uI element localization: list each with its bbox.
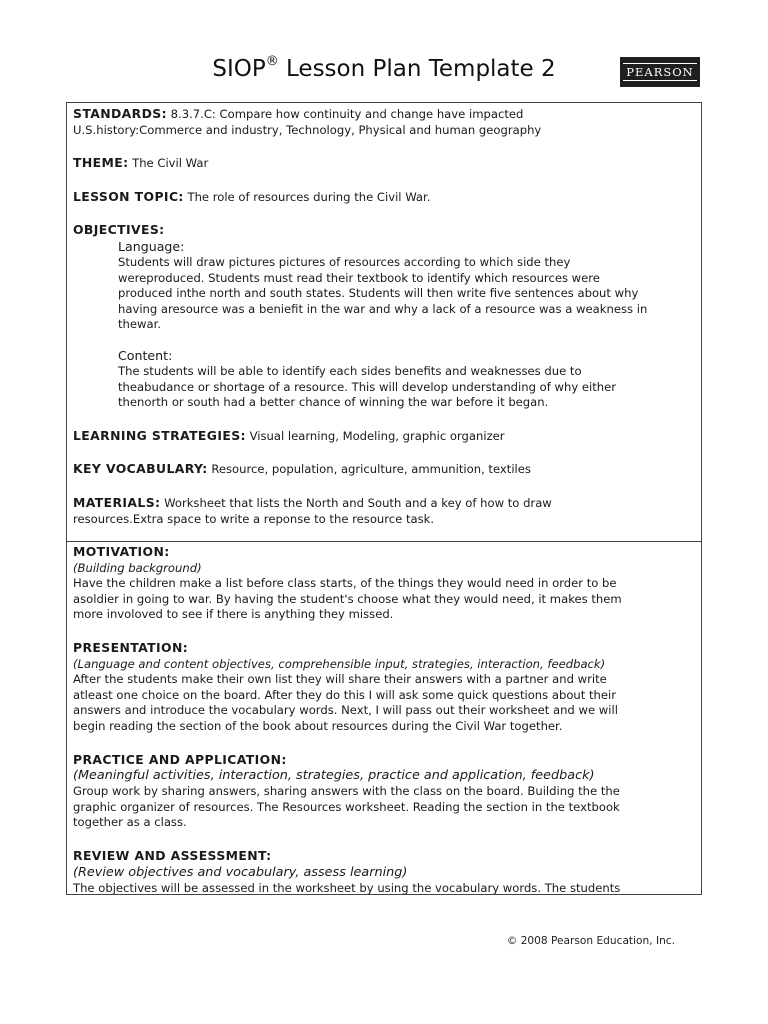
lesson-sequence-box	[66, 541, 702, 895]
motivation-section	[73, 544, 695, 561]
learning-strategies-section	[73, 428, 695, 445]
presentation-line: begin reading the section of the book about resources during the Civil War together.	[73, 718, 563, 733]
lesson-topic-section	[73, 189, 695, 206]
objectives-content	[73, 348, 695, 411]
lesson-topic-label: LESSON TOPIC:	[73, 188, 184, 204]
content-line: thenorth or south had a better chance of winning the war before it began.	[118, 395, 549, 410]
motivation-subtitle: (Building background)	[73, 560, 202, 575]
presentation-line: answers and introduce the vocabulary words. Next, I will pass out their worksheet and we will	[73, 703, 618, 718]
lesson-topic-text: The role of resources during the Civil War.	[183, 189, 431, 204]
review-subtitle: (Review objectives and vocabulary, assess learning)	[73, 864, 408, 880]
review-section	[73, 848, 695, 865]
learning-strategies-label: LEARNING STRATEGIES:	[73, 427, 246, 443]
language-line: wereproduced. Students must read their textbook to identify which resources were	[118, 270, 600, 285]
review-line: The objectives will be assessed in the worksheet by using the vocabulary words. The students	[73, 880, 621, 895]
standards-section	[73, 106, 695, 138]
key-vocabulary-label: KEY VOCABULARY:	[73, 461, 208, 477]
materials-section	[73, 495, 695, 527]
motivation-label: MOTIVATION:	[73, 544, 170, 559]
practice-line: together as a class.	[73, 815, 187, 830]
motivation-line: more involoved to see if there is anything they missed.	[73, 607, 394, 622]
review-label: REVIEW AND ASSESSMENT:	[73, 847, 272, 863]
language-line: thewar.	[118, 317, 162, 332]
presentation-label: PRESENTATION:	[73, 639, 189, 655]
lesson-overview-box	[66, 102, 702, 542]
language-line: having aresource was a beniefit in the war and why a lack of a resource was a weakness in	[118, 301, 648, 316]
theme-text: The Civil War	[128, 156, 209, 171]
presentation-line: atleast one choice on the board. After they do this I will ask some quick questions about their	[73, 687, 617, 702]
standards-label: STANDARDS:	[73, 106, 167, 121]
title-siop: SIOP	[212, 56, 266, 82]
objectives-language	[73, 239, 695, 333]
presentation-section	[73, 640, 695, 657]
title-rest: Lesson Plan Template 2	[278, 56, 556, 82]
materials-label: MATERIALS:	[73, 494, 161, 510]
theme-label: THEME:	[73, 155, 129, 171]
practice-line: Group work by sharing answers, sharing answers with the class on the board. Building the the	[73, 784, 620, 799]
content-line: theabudance or shortage of a resource. This will develop understanding of why either	[118, 379, 617, 394]
pearson-logo	[620, 57, 700, 87]
practice-subtitle: (Meaningful activities, interaction, strategies, practice and application, feedback)	[73, 768, 595, 784]
motivation-line: asoldier in going to war. By having the student's choose what they would need, it makes them	[73, 591, 622, 606]
key-vocabulary-text: Resource, population, agriculture, ammunition, textiles	[207, 462, 531, 477]
presentation-subtitle: (Language and content objectives, comprehensible input, strategies, interaction, feedback)	[73, 656, 606, 671]
materials-text-line1: Worksheet that lists the North and South and a key of how to draw	[160, 495, 552, 510]
standards-text-line1: 8.3.7.C: Compare how continuity and change have impacted	[166, 107, 524, 121]
key-vocabulary-section	[73, 461, 695, 478]
content-label: Content:	[118, 347, 173, 363]
standards-text-line2: U.S.history:Commerce and industry, Technology, Physical and human geography	[73, 122, 542, 137]
learning-strategies-text: Visual learning, Modeling, graphic organizer	[245, 428, 505, 443]
language-line: produced inthe north and south states. Students will then write five sentences about why	[118, 286, 639, 301]
presentation-line: After the students make their own list they will share their answers with a partner and write	[73, 672, 607, 687]
practice-line: graphic organizer of resources. The Resources worksheet. Reading the section in the textbook	[73, 799, 620, 814]
content-line: The students will be able to identify each sides benefits and weaknesses due to	[118, 363, 582, 378]
copyright-footer: © 2008 Pearson Education, Inc.	[506, 935, 675, 947]
language-label: Language:	[118, 238, 185, 254]
practice-section	[73, 752, 695, 769]
pearson-logo-text: PEARSON	[623, 63, 696, 81]
theme-section	[73, 155, 695, 172]
objectives-label: OBJECTIVES:	[73, 222, 165, 238]
registered-mark: ®	[265, 54, 279, 70]
language-line: Students will draw pictures pictures of resources according to which side they	[118, 254, 571, 269]
motivation-line: Have the children make a list before class starts, of the things they would need in order to be	[73, 576, 617, 591]
practice-label: PRACTICE AND APPLICATION:	[73, 751, 287, 767]
materials-text-line2: resources.Extra space to write a reponse to the resource task.	[73, 511, 435, 526]
objectives-section	[73, 222, 695, 239]
